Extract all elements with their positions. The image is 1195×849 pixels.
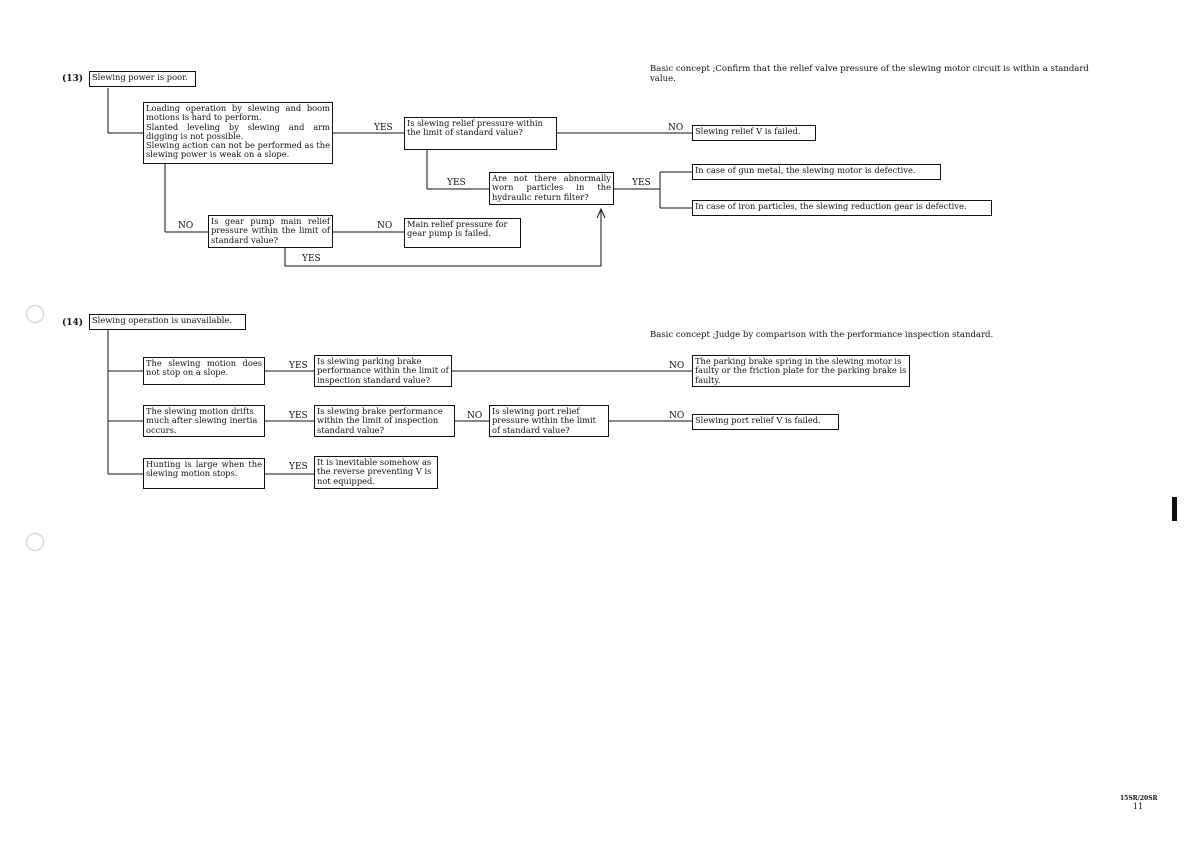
question-slewing-brake-performance: Is slewing brake performance within the limit of inspection standard value? [314,405,455,437]
no-label: NO [377,221,393,231]
basic-concept-13: Basic concept ;Confirm that the relief valve pressure of the slewing motor circuit is within a standard value. [650,64,1089,84]
result-iron-particles: In case of iron particles, the slewing reduction gear is defective. [692,200,992,216]
symptom-loading-operation: Loading operation by slewing and boom motions is hard to perform. Slanted leveling by slewing and arm digging is not possible. Slewing action can not be performed as the slewing power is weak on a slope. [143,102,333,164]
symptom-does-not-stop: The slewing motion does not stop on a slope. [143,357,265,385]
yes-label: YES [632,178,651,188]
yes-label: YES [289,361,308,371]
no-label: NO [467,411,483,421]
yes-label: YES [302,254,321,264]
basic-concept-14: Basic concept ;Judge by comparison with the performance inspection standard. [650,330,994,340]
result-slewing-relief-failed: Slewing relief V is failed. [692,125,816,141]
no-label: NO [178,221,194,231]
punch-hole-mark [26,533,44,551]
edge-marker [1172,497,1177,521]
question-parking-brake-performance: Is slewing parking brake performance within the limit of inspection standard value? [314,355,452,387]
title-slewing-power-poor: Slewing power is poor. [89,71,196,87]
page-number: 11 [1132,802,1144,811]
title-slewing-operation-unavailable: Slewing operation is unavailable. [89,314,246,330]
question-slewing-relief-pressure: Is slewing relief pressure within the limit of standard value? [404,117,557,150]
no-label: NO [669,411,685,421]
punch-hole-mark [26,305,44,323]
yes-label: YES [289,411,308,421]
question-port-relief-pressure: Is slewing port relief pressure within the limit of standard value? [489,405,609,437]
footer-model-code: 15SR/20SR 11 [1120,795,1158,811]
no-label: NO [668,123,684,133]
yes-label: YES [374,123,393,133]
result-gun-metal: In case of gun metal, the slewing motor is defective. [692,164,941,180]
yes-label: YES [289,462,308,472]
no-label: NO [669,361,685,371]
result-reverse-preventing-valve: It is inevitable somehow as the reverse preventing V is not equipped. [314,456,438,489]
question-worn-particles: Are not there abnormally worn particles in the hydraulic return filter? [489,172,614,205]
section-number-14: (14) [62,318,84,328]
result-parking-brake-faulty: The parking brake spring in the slewing motor is faulty or the friction plate for the parking brake is faulty. [692,355,910,387]
section-number-13: (13) [62,74,84,84]
symptom-drifts-after-inertia: The slewing motion drifts much after slewing inertia occurs. [143,405,265,437]
result-main-relief-failed: Main relief pressure for gear pump is failed. [404,218,521,248]
symptom-hunting-large: Hunting is large when the slewing motion stops. [143,458,265,489]
yes-label: YES [447,178,466,188]
result-port-relief-failed: Slewing port relief V is failed. [692,414,839,430]
question-gear-pump-main-relief: Is gear pump main relief pressure within the limit of standard value? [208,215,333,248]
